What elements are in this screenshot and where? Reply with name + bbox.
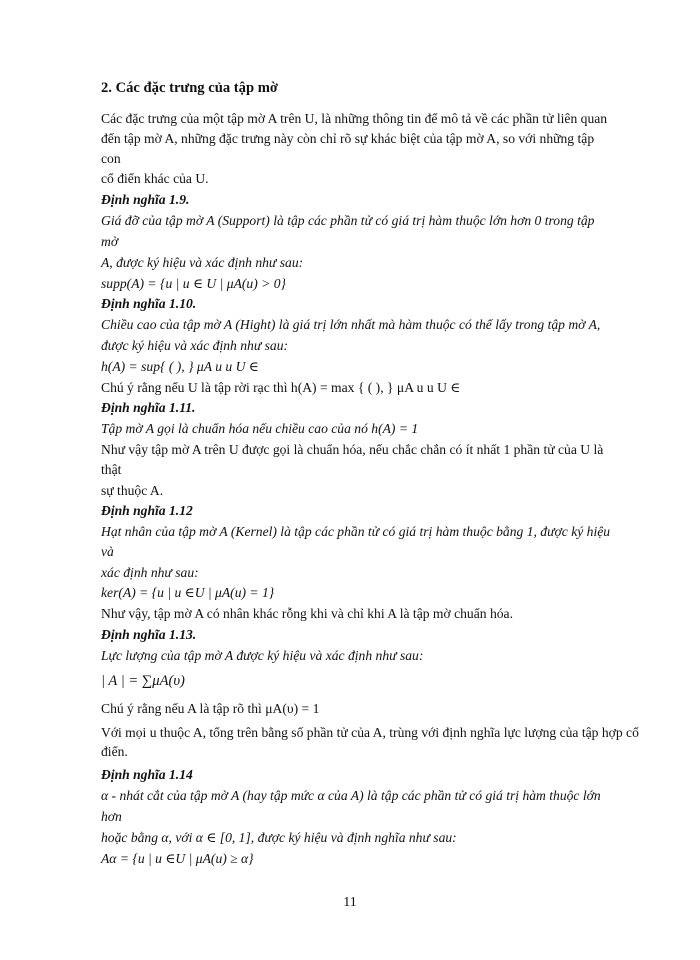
definition-1-13-line-1: Lực lượng của tập mờ A được ký hiệu và xác định như sau:: [101, 648, 424, 663]
definition-1-13-note: Chú ý rằng nếu A là tập rõ thì μA(υ) = 1: [101, 701, 320, 716]
definition-1-10-title: Định nghĩa 1.10.: [101, 296, 197, 311]
definition-1-12-formula: ker(A) = {u | u ∈U | μA(u) = 1}: [101, 585, 275, 600]
definition-1-13-line-5: điển.: [101, 744, 128, 759]
definition-1-9-formula: supp(A) = {u | u ∈ U | μA(u) > 0}: [101, 276, 286, 291]
definition-1-13-title: Định nghĩa 1.13.: [101, 627, 197, 642]
definition-1-10-formula: h(A) = sup{ ( ), } μA u u U ∈: [101, 359, 259, 374]
definition-1-14-line-3: hoặc bằng α, với α ∈ [0, 1], được ký hiệu và định nghĩa như sau:: [101, 830, 457, 845]
definition-1-9-line-2: mờ: [101, 234, 119, 249]
definition-1-10-line-2: được ký hiệu và xác định như sau:: [101, 338, 289, 353]
definition-1-11-line-1: Tập mờ A gọi là chuẩn hóa nếu chiều cao của nó h(A) = 1: [101, 421, 419, 436]
definition-1-12-title: Định nghĩa 1.12: [101, 503, 193, 518]
definition-1-14-line-1: α - nhát cắt của tập mờ A (hay tập mức α của A) là tập các phần tử có giá trị hàm thuộc lớn: [101, 788, 601, 803]
intro-line-2: đến tập mờ A, những đặc trưng này còn chỉ rõ sự khác biệt của tập mờ A, so với những tập: [101, 131, 595, 146]
intro-line-4: cổ điển khác của U.: [101, 171, 209, 186]
definition-1-10-line-1: Chiều cao của tập mờ A (Hight) là giá trị lớn nhất mà hàm thuộc có thể lấy trong tập mờ A,: [101, 317, 601, 332]
definition-1-13-line-4: Với mọi u thuộc A, tổng trên bằng số phần tử của A, trùng với định nghĩa lực lượng của tập hợp cổ: [101, 725, 639, 740]
definition-1-11-line-4: sự thuộc A.: [101, 483, 164, 498]
definition-1-14-title: Định nghĩa 1.14: [101, 767, 193, 782]
page-number: 11: [343, 895, 357, 910]
intro-line-1: Các đặc trưng của một tập mờ A trên U, là những thông tin để mô tả về các phần tử liên quan: [101, 111, 608, 126]
definition-1-14-formula: Aα = {u | u ∈U | μA(u) ≥ α}: [101, 851, 254, 866]
definition-1-12-line-2: và: [101, 544, 114, 559]
section-heading: 2. Các đặc trưng của tập mờ: [101, 80, 278, 96]
definition-1-9-title: Định nghĩa 1.9.: [101, 192, 190, 207]
definition-1-12-note: Như vậy, tập mờ A có nhân khác rỗng khi và chỉ khi A là tập mờ chuẩn hóa.: [101, 606, 513, 621]
definition-1-14-line-2: hơn: [101, 809, 122, 824]
definition-1-11-line-3: thật: [101, 462, 122, 477]
definition-1-12-line-1: Hạt nhân của tập mờ A (Kernel) là tập các phần tử có giá trị hàm thuộc bằng 1, được ký hiệu: [101, 524, 611, 539]
definition-1-11-line-2: Như vậy tập mờ A trên U được gọi là chuẩn hóa, nếu chắc chắn có ít nhất 1 phần tử của U là: [101, 442, 604, 457]
definition-1-13-formula: | A | = ∑μA(υ): [101, 673, 185, 689]
intro-line-3: con: [101, 151, 121, 166]
definition-1-10-note: Chú ý rằng nếu U là tập rời rạc thì h(A) = max { ( ), } μA u u U ∈: [101, 380, 461, 395]
definition-1-9-line-1: Giá đỡ của tập mờ A (Support) là tập các phần tử có giá trị hàm thuộc lớn hơn 0 trong tập: [101, 213, 595, 228]
definition-1-12-line-3: xác định như sau:: [101, 565, 199, 580]
definition-1-11-title: Định nghĩa 1.11.: [101, 400, 196, 415]
definition-1-9-line-3: A, được ký hiệu và xác định như sau:: [101, 255, 304, 270]
